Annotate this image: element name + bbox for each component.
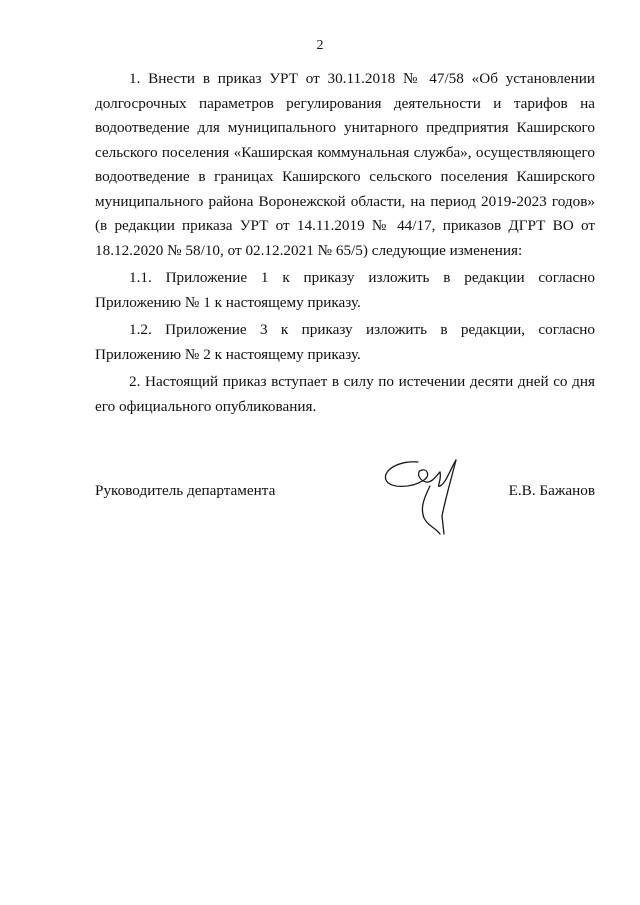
- signature-block: [95, 482, 595, 572]
- document-body: [95, 67, 595, 422]
- signatory-position: Руководитель департамента: [95, 482, 276, 499]
- signatory-name: Е.В. Бажанов: [508, 482, 595, 499]
- paragraph-2: 2. Настоящий приказ вступает в силу по истечении десяти дней со дня его официального опубликования.: [95, 373, 595, 415]
- paragraph-1-2: 1.2. Приложение 3 к приказу изложить в редакции, согласно Приложению № 2 к настоящему приказу.: [95, 321, 595, 363]
- handwritten-signature-icon: [380, 456, 480, 556]
- paragraph-1-1: 1.1. Приложение 1 к приказу изложить в редакции согласно Приложению № 1 к настоящему приказу.: [95, 269, 595, 311]
- paragraph-1: 1. Внести в приказ УРТ от 30.11.2018 № 47/58 «Об установлении долгосрочных параметров регулирования деятельности и тарифов на водоотведение для муниципального унитарного предприятия Каширского сельского поселения «Каширская коммунальная служба», осуществляющего водоотведение в границах Каширского сельского поселения Каширского муниципального района Воронежской области, на период 2019-2023 годов» (в редакции приказа УРТ от 14.11.2019 № 44/17, приказов ДГРТ ВО от 18.12.2020 № 58/10, от 02.12.2021 № 65/5) следующие изменения:: [95, 70, 595, 259]
- page-number: 2: [316, 38, 324, 53]
